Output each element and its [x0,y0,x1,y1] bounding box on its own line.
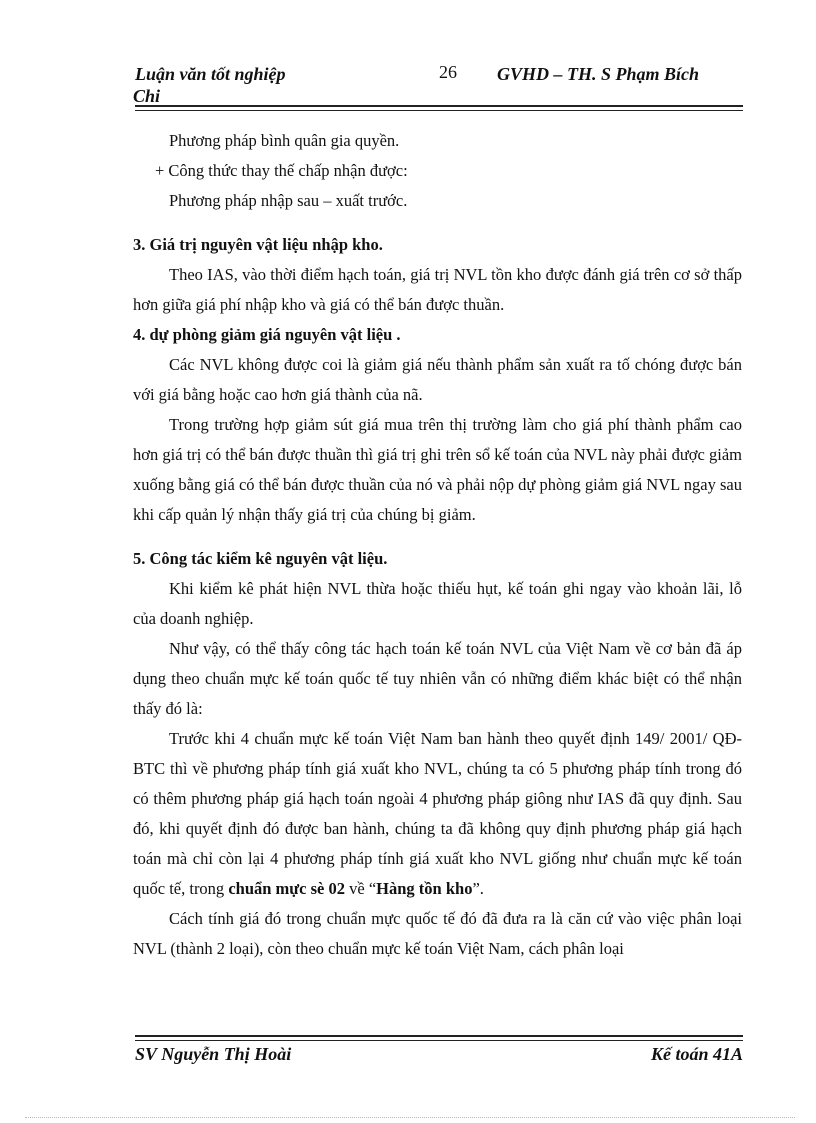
paragraph-5d: Cách tính giá đó trong chuẩn mực quốc tế đó đã đưa ra là căn cứ vào việc phân loại NVL (thành 2 loại), còn theo chuẩn mực kế toán Việt Nam, cách phân loại [133,909,742,958]
paragraph-5c [133,724,742,904]
section-heading-5: 5. Công tác kiểm kê nguyên vật liệu. [133,549,388,568]
paragraph-4a: Các NVL không được coi là giảm giá nếu thành phẩm sản xuất ra tố chóng được bán với giá bằng hoặc cao hơn giá thành của nã. [133,355,742,404]
paragraph-5c-standard-ref: chuẩn mực sè 02 [228,879,346,898]
paragraph-5c-text: Trước khi 4 chuẩn mực kế toán Việt Nam ban hành theo quyết định 149/ 2001/ QĐ-BTC thì về phương pháp tính giá xuất kho NVL, chúng ta có 5 phương pháp tính trong đó có thêm phương pháp giá hạch toán ngoài 4 phương pháp giông như IAS đã quy định. Sau đó, khi quyết định đó được ban hành, chúng ta đã không quy định phương pháp giá hạch toán mà chỉ còn lại 4 phương pháp tính giá xuất kho NVL giống như chuẩn mực kế toán quốc tế, trong [133,729,742,898]
paragraph-5c-mid: về “ [345,879,377,898]
page-header [133,60,743,110]
spacer [133,216,742,230]
page-number: 26 [439,62,457,82]
body-line-1: Phương pháp bình quân gia quyền. [169,131,400,150]
paragraph-4b: Trong trường hợp giảm sút giá mua trên thị trường làm cho giá phí thành phẩm cao hơn giá trị có thể bán được thuần thì giá trị ghi trên sổ kế toán của NVL này phải được giảm xuống bằng giá có thể bán được thuần của nó và phải nộp dự phòng giảm giá NVL ngay sau khi cấp quản lý nhận thấy giá trị của chúng bị giảm. [133,415,742,524]
paragraph-3: Theo IAS, vào thời điểm hạch toán, giá trị NVL tồn kho được đánh giá trên cơ sở thấp hơn giữa giá phí nhập kho và giá có thể bán được thuần. [133,265,742,314]
section-heading-4: 4. dự phòng giảm giá nguyên vật liệu . [133,325,401,344]
header-thesis-title: Luận văn tốt nghiệp [135,64,286,84]
header-thesis-title-cont: Chi [133,86,161,106]
header-rule [135,105,743,107]
page-body [133,126,742,964]
footer-rule [135,1035,743,1037]
page-bottom-edge [25,1117,795,1118]
header-advisor: GVHD – TH. S Phạm Bích [497,64,700,84]
body-line-3: Phương pháp nhập sau – xuất trước. [169,191,408,210]
paragraph-5a: Khi kiểm kê phát hiện NVL thừa hoặc thiếu hụt, kế toán ghi ngay vào khoản lãi, lỗ của doanh nghiệp. [133,579,742,628]
section-heading-3: 3. Giá trị nguyên vật liệu nhập kho. [133,235,383,254]
paragraph-5c-end: ”. [472,879,484,898]
header-rule-thin [135,110,743,111]
footer-rule-thin [135,1040,743,1041]
paragraph-5c-standard-name: Hàng tồn kho [376,879,473,898]
footer-class: Kế toán 41A [650,1044,743,1064]
page-footer [133,1042,743,1072]
body-line-2: + Công thức thay thế chấp nhận được: [155,161,408,180]
spacer [133,530,742,544]
paragraph-5b: Như vậy, có thể thấy công tác hạch toán kế toán NVL của Việt Nam về cơ bản đã áp dụng theo chuẩn mực kế toán quốc tế tuy nhiên vẫn có những điểm khác biệt có thể nhận thấy đó là: [133,639,742,718]
footer-student: SV Nguyễn Thị Hoài [135,1044,292,1064]
